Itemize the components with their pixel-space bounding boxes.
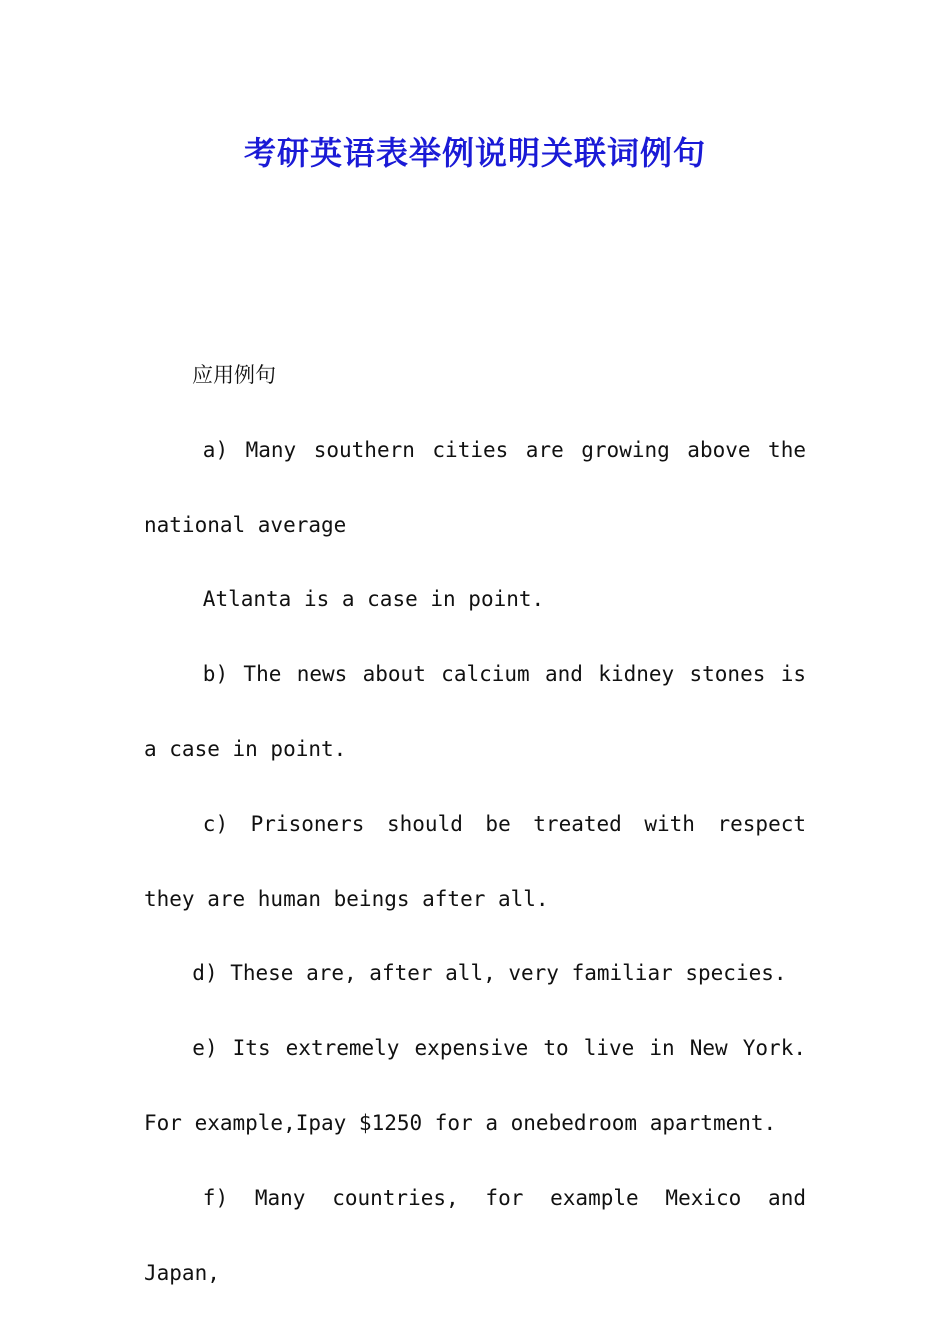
example-paragraph-c: c) Prisoners should be treated with respect they are human beings after all. [144,811,806,911]
example-paragraph-e: e) Its extremely expensive to live in New York. For example,Ipay $1250 for a onebedroom apartment. [144,1036,806,1135]
document-body [144,338,806,1310]
example-paragraph-a-continued: Atlanta is a case in point. [202,587,545,612]
example-paragraph-a: a) Many southern cities are growing above the national average [144,437,806,537]
section-heading: 应用例句 [192,363,276,387]
example-paragraph-d: d) These are, after all, very familiar species. [192,961,787,986]
example-paragraph-b: b) The news about calcium and kidney stones is a case in point. [144,662,806,761]
document-title: 考研英语表举例说明关联词例句 [243,134,706,172]
example-paragraph-f: f) Many countries, for example Mexico and Japan, [144,1185,806,1285]
